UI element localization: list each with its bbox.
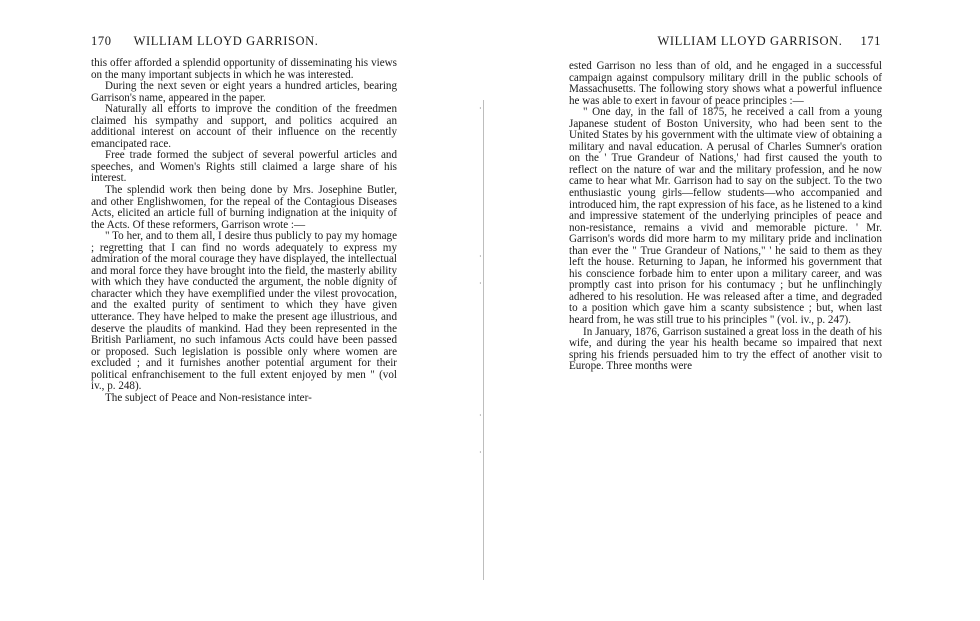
right-page-number: 171 [860,34,881,48]
gutter-mark: · [479,104,482,113]
left-running-title: WILLIAM LLOYD GARRISON. [133,34,319,48]
left-paragraph-7: The subject of Peace and Non-resistance inter- [105,391,312,404]
gutter-mark: · [479,279,482,288]
left-quotation: " To her, and to them all, I desire thus publicly to pay my homage ; regretting that I can find no words adequately to express my admiration of the moral courage they have displayed, the intellectual and moral force they have brought into the field, the masterly ability with which they have conducted the argument, the noble dignity of character which they have exemplified under the vilest provocation, and the exalted purity of sentiment to which they have given utterance. They have helped to make the present age illustrious, and deserve the plaudits of mankind. Had they been represented in the British Parliament, no such infamous Acts could have been passed or proposed. Such legislation is possible only where women are excluded ; and it furnishes another potential argument for their political enfranchisement to the full extent enjoyed by men " (vol iv., p. 248). [91,230,397,393]
left-page-number: 170 [91,34,112,48]
right-running-head [611,34,881,49]
gutter-line [483,100,484,580]
right-paragraph-3: In January, 1876, Garrison sustained a great loss in the death of his wife, and during the year his health became so impaired that next spring his friends persuaded him to try the effect of another visit to Europe. Three months were [569,325,882,373]
left-paragraph-5: The splendid work then being done by Mrs. Josephine Butler, and other Englishwomen, for the repeal of the Contagious Diseases Acts, elicited an article full of burning indignation at the iniquity of the Acts. Of these reformers, Garrison wrote :— [91,184,397,231]
gutter-mark: · [479,252,482,261]
right-paragraph-1: ested Garrison no less than of old, and he engaged in a successful campaign against compulsory military drill in the public schools of Massachusetts. The following story shows what a powerful influence he was able to exert in favour of peace principles :— [569,60,882,107]
left-running-head [91,34,397,49]
left-paragraph-2: During the next seven or eight years a hundred articles, bearing Garrison's name, appeared in the paper. [91,80,397,104]
left-paragraph-1: this offer afforded a splendid opportunity of disseminating his views on the many important subjects in which he was interested. [91,57,397,81]
right-running-title: WILLIAM LLOYD GARRISON. [657,34,843,48]
left-paragraph-4: Free trade formed the subject of several powerful articles and speeches, and Women's Rights still claimed a large share of his interest. [91,149,397,185]
left-page-text [91,58,397,404]
gutter-mark: · [479,448,482,457]
gutter-mark: · [479,411,482,420]
right-quotation: " One day, in the fall of 1875, he received a call from a young Japanese student of Boston University, who had been sent to the United States by his government with the ultimate view of obtaining a military and naval education. A perusal of Charles Sumner's oration on the ' True Grandeur of Nations,' had first caused the youth to reflect on the nature of war and the military profession, and he now came to hear what Mr. Garrison had to say on the subject. To the two enthusiastic young girls—fellow students—who accompanied and introduced him, the rapt expression of his face, as he listened to a kind and impressive statement of the underlying principles of peace and non-resistance, remains a vivid and memorable picture. ' Mr. Garrison's words did more harm to my military pride and inclination than ever the " True Grandeur of Nations," ' he said to them as they left the house. Returning to Japan, he informed his government that his conscience forbade him to enter upon a military career, and was promptly cast into prison for his contumacy ; but he unflinchingly adhered to his resolution. He was released after a time, and degraded to a position which gave him a scanty subsistence ; but, when last heard from, he was still true to his principles " (vol. iv., p. 247). [569,106,882,327]
right-page-text [569,61,882,373]
left-paragraph-3: Naturally all efforts to improve the condition of the freedmen claimed his sympathy and support, and politics acquired an additional interest on account of their influence on the recently emancipated race. [91,103,397,150]
